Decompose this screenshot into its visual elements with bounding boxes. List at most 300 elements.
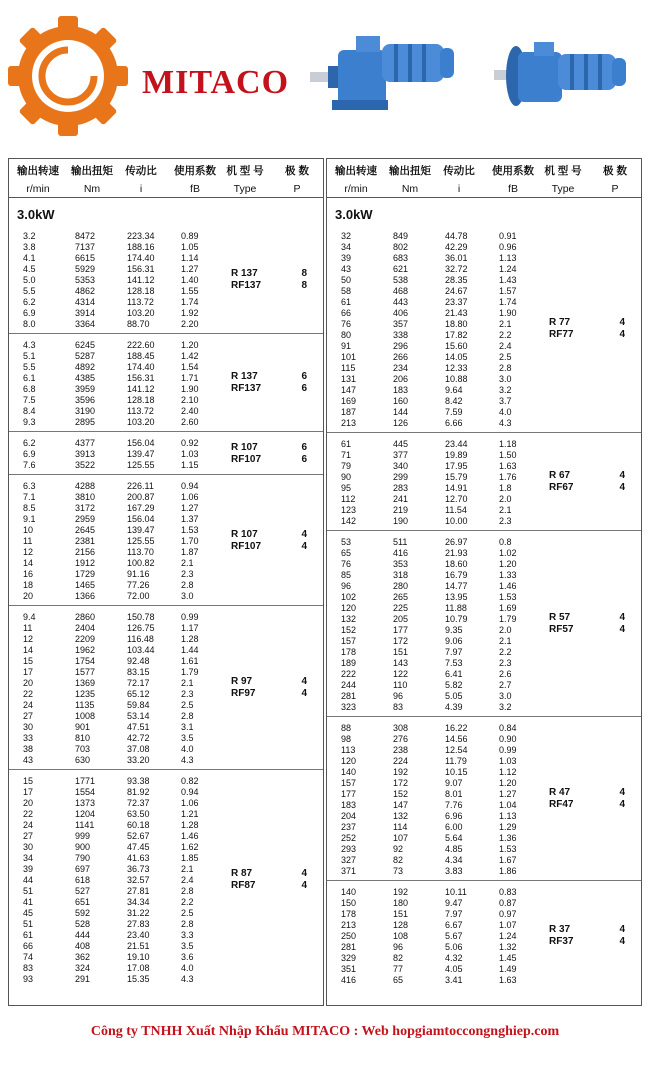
table-row <box>327 953 641 964</box>
column-header-4 <box>539 164 587 196</box>
ratio-cell: 27.83 <box>127 919 150 929</box>
table-row <box>327 767 641 778</box>
ratio-cell: 72.37 <box>127 798 150 808</box>
torque-cell: 3190 <box>75 406 96 416</box>
ratio-cell: 41.63 <box>127 853 150 863</box>
ratio-cell: 32.72 <box>445 264 468 274</box>
speed-cell: 152 <box>341 625 357 635</box>
speed-cell: 5.5 <box>23 286 36 296</box>
ratio-cell: 6.41 <box>445 669 463 679</box>
torque-cell: 4862 <box>75 286 96 296</box>
torque-cell: 683 <box>393 253 409 263</box>
speed-cell: 22 <box>23 809 34 819</box>
model-type-rf: RF97 <box>231 688 256 699</box>
model-type-r: R 37 <box>549 924 571 935</box>
speed-cell: 45 <box>23 908 34 918</box>
table-row <box>9 438 323 449</box>
table-row <box>9 875 323 886</box>
ratio-cell: 113.70 <box>127 547 154 557</box>
spec-table-right <box>326 158 642 1006</box>
service-factor-cell: 1.37 <box>181 514 199 524</box>
ratio-cell: 126.75 <box>127 623 155 633</box>
service-factor-cell: 2.20 <box>181 319 199 329</box>
table-row <box>327 570 641 581</box>
torque-cell: 703 <box>75 744 91 754</box>
service-factor-cell: 1.20 <box>499 559 517 569</box>
service-factor-cell: 1.28 <box>181 634 199 644</box>
ratio-cell: 52.67 <box>127 831 150 841</box>
ratio-cell: 116.48 <box>127 634 154 644</box>
service-factor-cell: 1.07 <box>499 920 517 930</box>
table-row <box>9 963 323 974</box>
ratio-cell: 17.82 <box>445 330 468 340</box>
torque-cell: 2959 <box>75 514 96 524</box>
ratio-cell: 15.35 <box>127 974 150 984</box>
table-row <box>9 319 323 330</box>
ratio-cell: 83.15 <box>127 667 150 677</box>
table-row <box>327 505 641 516</box>
ratio-cell: 4.32 <box>445 953 463 963</box>
table-row <box>9 842 323 853</box>
model-type <box>231 442 261 466</box>
torque-cell: 299 <box>393 472 409 482</box>
table-row <box>9 514 323 525</box>
speed-cell: 4.3 <box>23 340 36 350</box>
model-type-rf: RF47 <box>549 799 574 810</box>
ratio-cell: 11.79 <box>445 756 467 766</box>
model-type-r: R 77 <box>549 317 571 328</box>
spec-group-rf47 <box>327 717 641 881</box>
table-row <box>9 787 323 798</box>
table-row <box>9 623 323 634</box>
model-type-r: R 57 <box>549 612 571 623</box>
service-factor-cell: 2.1 <box>181 558 194 568</box>
service-factor-cell: 0.8 <box>499 537 512 547</box>
torque-cell: 416 <box>393 548 409 558</box>
torque-cell: 1771 <box>75 776 96 786</box>
torque-cell: 4377 <box>75 438 96 448</box>
speed-cell: 140 <box>341 767 357 777</box>
ratio-cell: 9.07 <box>445 778 463 788</box>
speed-cell: 5.5 <box>23 362 36 372</box>
speed-cell: 113 <box>341 745 356 755</box>
torque-cell: 1366 <box>75 591 96 601</box>
ratio-cell: 113.72 <box>127 406 154 416</box>
ratio-cell: 10.88 <box>445 374 468 384</box>
speed-cell: 15 <box>23 776 34 786</box>
ratio-cell: 10.15 <box>445 767 468 777</box>
speed-cell: 34 <box>341 242 352 252</box>
speed-cell: 115 <box>341 363 356 373</box>
speed-cell: 123 <box>341 505 357 515</box>
torque-cell: 318 <box>393 570 409 580</box>
table-row <box>9 503 323 514</box>
service-factor-cell: 1.67 <box>499 855 517 865</box>
service-factor-cell: 1.92 <box>181 308 199 318</box>
column-header-en: Nm <box>401 183 419 195</box>
ratio-cell: 9.64 <box>445 385 463 395</box>
service-factor-cell: 1.50 <box>499 450 517 460</box>
ratio-cell: 59.84 <box>127 700 150 710</box>
speed-cell: 6.9 <box>23 308 36 318</box>
pole-count-rf: 4 <box>301 880 307 891</box>
torque-cell: 151 <box>393 647 409 657</box>
torque-cell: 1008 <box>75 711 96 721</box>
torque-cell: 406 <box>393 308 409 318</box>
torque-cell: 324 <box>75 963 91 973</box>
ratio-cell: 141.12 <box>127 384 155 394</box>
ratio-cell: 60.18 <box>127 820 150 830</box>
table-row <box>327 363 641 374</box>
torque-cell: 205 <box>393 614 409 624</box>
torque-cell: 1235 <box>75 689 96 699</box>
ratio-cell: 128.18 <box>127 286 155 296</box>
model-type <box>231 676 255 700</box>
brand-name: MITACO <box>142 64 290 101</box>
model-type-rf: RF87 <box>231 880 256 891</box>
torque-cell: 2209 <box>75 634 96 644</box>
ratio-cell: 223.34 <box>127 231 155 241</box>
speed-cell: 66 <box>23 941 34 951</box>
speed-cell: 6.2 <box>23 438 36 448</box>
service-factor-cell: 2.2 <box>499 647 512 657</box>
service-factor-cell: 1.54 <box>181 362 199 372</box>
speed-cell: 80 <box>341 330 352 340</box>
table-row <box>9 733 323 744</box>
column-header-zh: 使用系数 <box>492 165 534 177</box>
ratio-cell: 200.87 <box>127 492 155 502</box>
power-label: 3.0kW <box>335 207 373 222</box>
speed-cell: 91 <box>341 341 352 351</box>
model-type <box>231 268 261 292</box>
column-header-en: fB <box>508 183 518 195</box>
pole-count <box>595 924 625 948</box>
service-factor-cell: 3.3 <box>181 930 194 940</box>
column-header <box>327 159 641 198</box>
speed-cell: 183 <box>341 800 357 810</box>
service-factor-cell: 2.1 <box>499 505 512 515</box>
ratio-cell: 21.51 <box>127 941 150 951</box>
ratio-cell: 16.79 <box>445 570 468 580</box>
torque-cell: 1754 <box>75 656 96 666</box>
torque-cell: 618 <box>75 875 91 885</box>
table-row <box>9 492 323 503</box>
ratio-cell: 47.45 <box>127 842 150 852</box>
table-row <box>9 820 323 831</box>
speed-cell: 20 <box>23 798 34 808</box>
service-factor-cell: 0.87 <box>499 898 517 908</box>
service-factor-cell: 2.5 <box>499 352 512 362</box>
service-factor-cell: 1.61 <box>181 656 199 666</box>
torque-cell: 1141 <box>75 820 95 830</box>
model-type <box>549 924 573 948</box>
torque-cell: 110 <box>393 680 408 690</box>
service-factor-cell: 1.49 <box>499 964 517 974</box>
table-row <box>9 689 323 700</box>
torque-cell: 2404 <box>75 623 96 633</box>
torque-cell: 180 <box>393 898 409 908</box>
model-type-rf: RF107 <box>231 454 262 465</box>
column-header-zh: 传动比 <box>125 165 157 177</box>
pole-count-r: 4 <box>301 676 307 687</box>
pole-count-r: 4 <box>619 924 625 935</box>
gear-motor-image <box>310 28 460 118</box>
speed-cell: 33 <box>23 733 34 743</box>
ratio-cell: 8.42 <box>445 396 463 406</box>
spec-group-rf67 <box>327 433 641 531</box>
speed-cell: 96 <box>341 581 352 591</box>
speed-cell: 142 <box>341 516 357 526</box>
speed-cell: 120 <box>341 603 357 613</box>
speed-cell: 101 <box>341 352 357 362</box>
pole-count <box>277 442 307 466</box>
table-row <box>327 494 641 505</box>
torque-cell: 362 <box>75 952 91 962</box>
service-factor-cell: 1.8 <box>499 483 512 493</box>
speed-cell: 58 <box>341 286 352 296</box>
ratio-cell: 3.41 <box>445 975 463 985</box>
speed-cell: 3.2 <box>23 231 36 241</box>
service-factor-cell: 1.17 <box>181 623 199 633</box>
service-factor-cell: 1.45 <box>499 953 517 963</box>
column-header-1 <box>385 164 435 196</box>
service-factor-cell: 2.8 <box>181 711 194 721</box>
table-row <box>327 330 641 341</box>
service-factor-cell: 4.0 <box>181 744 194 754</box>
service-factor-cell: 1.27 <box>181 503 199 513</box>
table-row <box>327 855 641 866</box>
speed-cell: 147 <box>341 385 357 395</box>
speed-cell: 66 <box>341 308 352 318</box>
table-row <box>327 341 641 352</box>
torque-cell: 172 <box>393 778 409 788</box>
speed-cell: 44 <box>23 875 34 885</box>
pole-count-r: 4 <box>619 612 625 623</box>
service-factor-cell: 1.33 <box>499 570 517 580</box>
pole-count <box>595 317 625 341</box>
table-row <box>327 800 641 811</box>
model-type-rf: RF137 <box>231 280 262 291</box>
torque-cell: 3914 <box>75 308 96 318</box>
pole-count-rf: 4 <box>301 688 307 699</box>
column-header-zh: 输出扭矩 <box>389 165 431 177</box>
table-row <box>327 559 641 570</box>
torque-cell: 172 <box>393 636 409 646</box>
ratio-cell: 21.93 <box>445 548 468 558</box>
ratio-cell: 24.67 <box>445 286 468 296</box>
service-factor-cell: 1.21 <box>181 809 199 819</box>
table-row <box>9 930 323 941</box>
ratio-cell: 5.67 <box>445 931 463 941</box>
speed-cell: 50 <box>341 275 352 285</box>
column-header-en: P <box>611 183 619 195</box>
service-factor-cell: 3.1 <box>181 722 194 732</box>
table-row <box>327 734 641 745</box>
table-row <box>327 778 641 789</box>
torque-cell: 810 <box>75 733 91 743</box>
table-row <box>327 647 641 658</box>
ratio-cell: 103.20 <box>127 417 155 427</box>
column-header-en: i <box>457 183 461 195</box>
speed-cell: 11 <box>23 623 33 633</box>
service-factor-cell: 1.14 <box>181 253 199 263</box>
table-row <box>9 558 323 569</box>
ratio-cell: 23.44 <box>445 439 468 449</box>
table-row <box>9 417 323 428</box>
ratio-cell: 174.40 <box>127 362 155 372</box>
service-factor-cell: 1.03 <box>499 756 517 766</box>
ratio-cell: 4.34 <box>445 855 463 865</box>
table-row <box>9 908 323 919</box>
ratio-cell: 44.78 <box>445 231 468 241</box>
ratio-cell: 141.12 <box>127 275 155 285</box>
table-row <box>9 711 323 722</box>
service-factor-cell: 1.74 <box>181 297 199 307</box>
ratio-cell: 81.92 <box>127 787 150 797</box>
torque-cell: 132 <box>393 811 409 821</box>
column-header-zh: 极 数 <box>285 165 309 177</box>
table-row <box>327 264 641 275</box>
torque-cell: 144 <box>393 407 409 417</box>
torque-cell: 3959 <box>75 384 96 394</box>
ratio-cell: 27.81 <box>127 886 150 896</box>
service-factor-cell: 2.8 <box>181 919 194 929</box>
ratio-cell: 15.79 <box>445 472 468 482</box>
service-factor-cell: 1.12 <box>499 767 517 777</box>
table-row <box>9 700 323 711</box>
speed-cell: 76 <box>341 559 352 569</box>
speed-cell: 157 <box>341 778 357 788</box>
ratio-cell: 72.00 <box>127 591 150 601</box>
pole-count <box>595 612 625 636</box>
speed-cell: 83 <box>23 963 34 973</box>
table-row <box>327 396 641 407</box>
table-row <box>9 275 323 286</box>
speed-cell: 157 <box>341 636 357 646</box>
model-type-r: R 87 <box>231 868 253 879</box>
service-factor-cell: 4.0 <box>181 963 194 973</box>
ratio-cell: 103.44 <box>127 645 155 655</box>
service-factor-cell: 2.60 <box>181 417 199 427</box>
model-type-rf: RF77 <box>549 329 574 340</box>
service-factor-cell: 0.82 <box>181 776 199 786</box>
service-factor-cell: 1.03 <box>181 449 199 459</box>
torque-cell: 3913 <box>75 449 96 459</box>
torque-cell: 96 <box>393 942 404 952</box>
table-row <box>327 745 641 756</box>
speed-cell: 79 <box>341 461 352 471</box>
service-factor-cell: 1.32 <box>499 942 517 952</box>
pole-count-r: 4 <box>619 787 625 798</box>
service-factor-cell: 1.15 <box>181 460 199 470</box>
ratio-cell: 113.72 <box>127 297 154 307</box>
speed-cell: 213 <box>341 920 357 930</box>
speed-cell: 3.8 <box>23 242 36 252</box>
torque-cell: 2381 <box>75 536 96 546</box>
table-row <box>9 853 323 864</box>
service-factor-cell: 0.99 <box>499 745 517 755</box>
ratio-cell: 33.20 <box>127 755 150 765</box>
speed-cell: 9.3 <box>23 417 36 427</box>
table-row <box>9 897 323 908</box>
table-row <box>9 286 323 297</box>
model-type <box>549 470 573 494</box>
table-row <box>327 439 641 450</box>
pole-count-rf: 4 <box>619 799 625 810</box>
speed-cell: 351 <box>341 964 357 974</box>
model-type-r: R 97 <box>231 676 253 687</box>
pole-count <box>277 676 307 700</box>
ratio-cell: 65.12 <box>127 689 150 699</box>
service-factor-cell: 2.4 <box>499 341 512 351</box>
column-header-en: r/min <box>26 183 50 195</box>
table-row <box>9 340 323 351</box>
service-factor-cell: 1.86 <box>499 866 517 876</box>
torque-cell: 1465 <box>75 580 96 590</box>
torque-cell: 3596 <box>75 395 96 405</box>
table-row <box>9 591 323 602</box>
ratio-cell: 7.97 <box>445 909 463 919</box>
table-row <box>327 385 641 396</box>
table-row <box>9 656 323 667</box>
column-header-3 <box>487 164 539 196</box>
table-row <box>327 931 641 942</box>
service-factor-cell: 0.84 <box>499 723 517 733</box>
torque-cell: 2645 <box>75 525 96 535</box>
torque-cell: 3172 <box>75 503 96 513</box>
table-row <box>9 449 323 460</box>
torque-cell: 538 <box>393 275 409 285</box>
service-factor-cell: 0.94 <box>181 787 199 797</box>
table-row <box>327 833 641 844</box>
flange-motor-image <box>494 40 634 120</box>
torque-cell: 3522 <box>75 460 96 470</box>
table-row <box>327 636 641 647</box>
power-label: 3.0kW <box>17 207 55 222</box>
column-header-0 <box>13 164 63 196</box>
speed-cell: 120 <box>341 756 357 766</box>
column-header-zh: 机 型 号 <box>226 165 264 177</box>
table-row <box>9 351 323 362</box>
service-factor-cell: 1.27 <box>499 789 517 799</box>
page-header <box>0 0 650 150</box>
pole-count-r: 4 <box>301 529 307 540</box>
torque-cell: 4314 <box>75 297 96 307</box>
service-factor-cell: 1.13 <box>499 253 517 263</box>
speed-cell: 12 <box>23 547 34 557</box>
pole-count <box>277 529 307 553</box>
torque-cell: 1729 <box>75 569 96 579</box>
service-factor-cell: 0.92 <box>181 438 199 448</box>
torque-cell: 697 <box>75 864 91 874</box>
speed-cell: 11 <box>23 536 33 546</box>
service-factor-cell: 1.18 <box>499 439 517 449</box>
column-header-en: r/min <box>344 183 368 195</box>
torque-cell: 8472 <box>75 231 96 241</box>
pole-count-rf: 4 <box>619 936 625 947</box>
torque-cell: 849 <box>393 231 409 241</box>
service-factor-cell: 0.94 <box>181 481 199 491</box>
column-header-en: Type <box>233 183 257 195</box>
table-row <box>327 822 641 833</box>
table-row <box>9 634 323 645</box>
ratio-cell: 23.40 <box>127 930 150 940</box>
ratio-cell: 31.22 <box>127 908 150 918</box>
column-header-zh: 输出转速 <box>17 165 59 177</box>
table-row <box>9 242 323 253</box>
table-row <box>327 581 641 592</box>
service-factor-cell: 3.5 <box>181 941 194 951</box>
